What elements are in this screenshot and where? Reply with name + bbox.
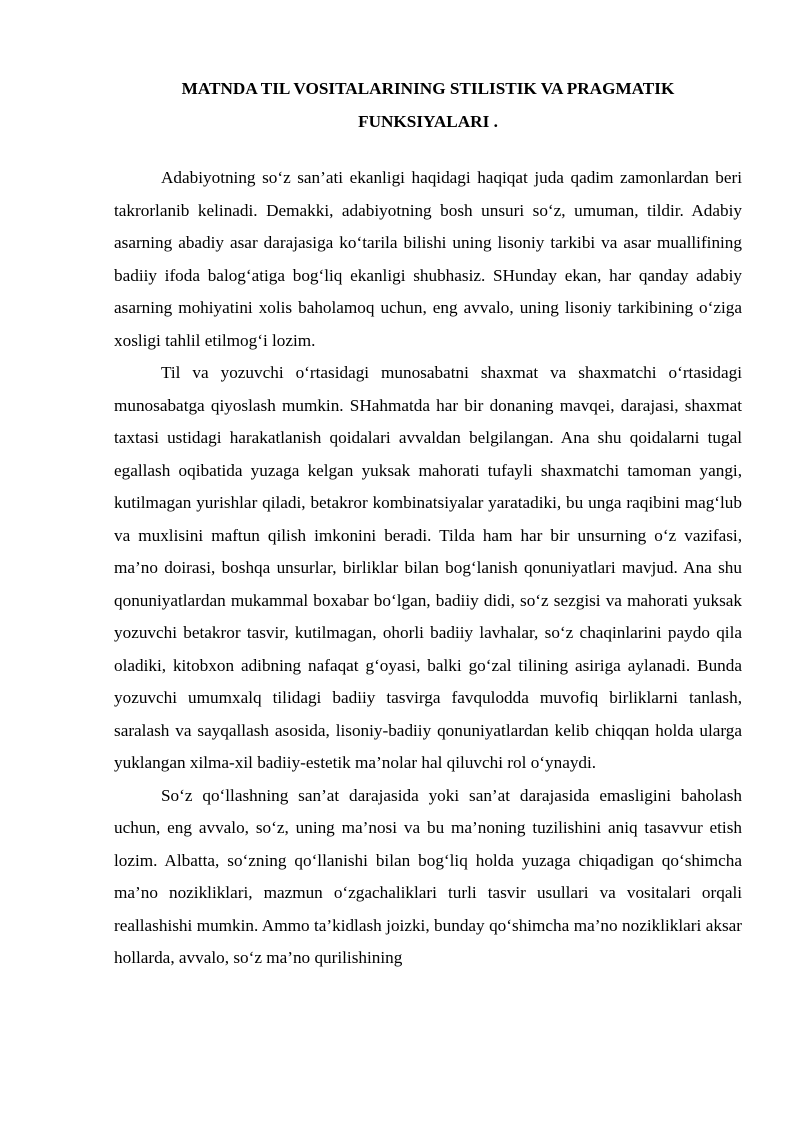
paragraph-2: Til va yozuvchi o‘rtasidagi munosabatni shaxmat va shaxmatchi o‘rtasidagi munosabatga qiyoslash mumkin. SHahmatda har bir donaning mavqei, darajasi, shaxmat taxtasi ustidagi harakatlanish qoidalari avvaldan belgilangan. Ana shu qoidalarni tugal egallash oqibatida yuzaga kelgan yuksak mahorati tufayli shaxmatchi tamoman yangi, kutilmagan yurishlar qiladi, betakror kombinatsiyalar yaratadiki, bu unga raqibini mag‘lub va muxlisini maftun qilish imkonini beradi. Tilda ham har bir unsurning o‘z vazifasi, ma’no doirasi, boshqa unsurlar, birliklar bilan bog‘lanish qonuniyatlari mavjud. Ana shu qonuniyatlardan mukammal boxabar bo‘lgan, badiiy didi, so‘z sezgisi va mahorati yuksak yozuvchi betakror tasvir, kutilmagan, ohorli badiiy lavhalar, so‘z chaqinlarini paydo qila oladiki, kitobxon adibning nafaqat g‘oyasi, balki go‘zal tilining asiriga aylanadi. Bunda yozuvchi umumxalq tilidagi badiiy tasvirga favqulodda muvofiq birliklarni tanlash, saralash va sayqallash asosida, lisoniy-badiiy qonuniyatlardan kelib chiqqan holda ularga yuklangan xilma-xil badiiy-estetik ma’nolar hal qiluvchi rol o‘ynaydi. — [114, 363, 742, 772]
document-page — [114, 73, 742, 975]
document-title-line-2: FUNKSIYALARI . — [358, 111, 498, 131]
paragraph-1: Adabiyotning so‘z san’ati ekanligi haqidagi haqiqat juda qadim zamonlardan beri takrorlanib kelinadi. Demakki, adabiyotning bosh unsuri so‘z, umuman, tildir. Adabiy asarning abadiy asar darajasiga ko‘tarila bilishi uning lisoniy tarkibi va asar muallifining badiiy ifoda balog‘atiga bog‘liq ekanligi shubhasiz. SHunday ekan, har qanday adabiy asarning mohiyatini xolis baholamoq uchun, eng avvalo, uning lisoniy tarkibining o‘ziga xosligi tahlil etilmog‘i lozim. — [114, 168, 742, 350]
paragraph-3: So‘z qo‘llashning san’at darajasida yoki san’at darajasida emasligini baholash uchun, eng avvalo, so‘z, uning ma’nosi va bu ma’noning tuzilishini aniq tasavvur etish lozim. Albatta, so‘zning qo‘llanishi bilan bog‘liq holda yuzaga chiqadigan qo‘shimcha ma’no nozikliklari, mazmun o‘zgachaliklari turli tasvir usullari va vositalari orqali reallashishi mumkin. Ammo ta’kidlash joizki, bunday qo‘shimcha ma’no nozikliklari aksar hollarda, avvalo, so‘z ma’no qurilishining — [114, 785, 742, 967]
document-title — [114, 73, 742, 138]
document-title-line-1: MATNDA TIL VOSITALARINING STILISTIK VA PRAGMATIK — [181, 79, 675, 98]
